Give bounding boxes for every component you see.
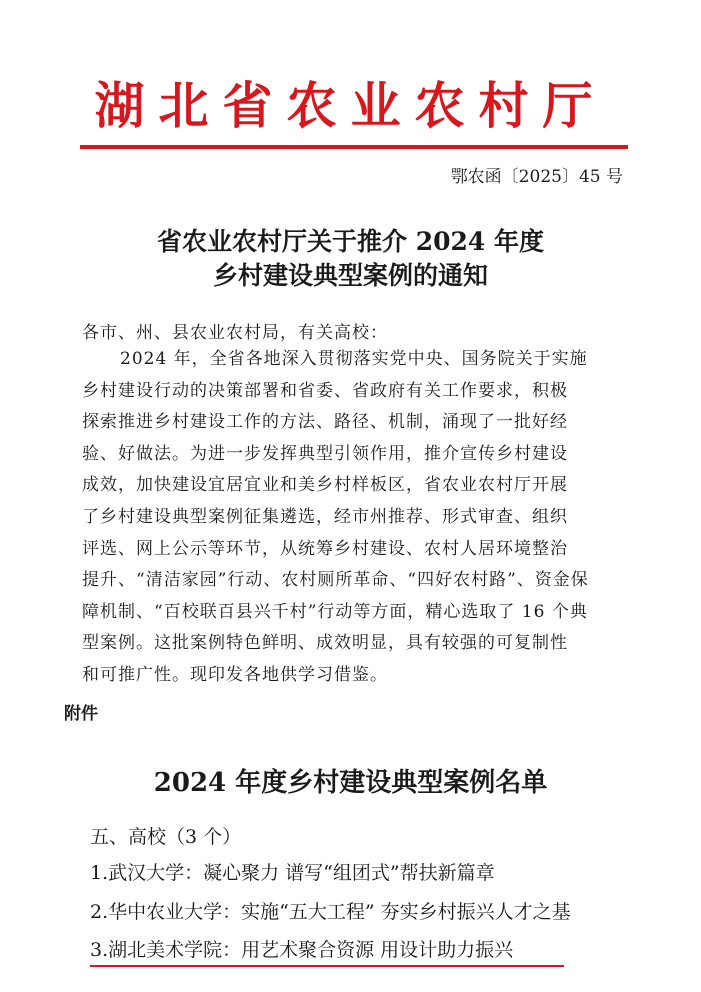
body-line: 了乡村建设典型案例征集遴选，经市州推荐、形式审查、组织 [82, 506, 568, 527]
notice-title [0, 225, 701, 293]
document-number: 鄂农函〔2025〕45 号 [450, 167, 623, 187]
header-red-rule [80, 145, 628, 149]
issuing-authority-header: 湖北省农业农村厅 [94, 77, 607, 135]
body-line: 成效，加快建设宜居宜业和美乡村样板区，省农业农村厅开展 [82, 475, 568, 496]
attachment-label: 附件 [64, 704, 98, 724]
case-list-title: 2024 年度乡村建设典型案例名单 [153, 768, 548, 798]
body-line: 验、好做法。为进一步发挥典型引领作用，推介宣传乡村建设 [82, 443, 568, 464]
notice-title-line-1: 省农业农村厅关于推介 2024 年度 [157, 227, 544, 256]
section-heading-universities: 五、高校（3 个） [90, 826, 242, 848]
body-line: 乡村建设行动的决策部署和省委、省政府有关工作要求，积极 [82, 380, 568, 401]
case-item-1: 1.武汉大学：凝心聚力 谱写“组团式”帮扶新篇章 [90, 862, 495, 884]
highlight-underline [90, 965, 564, 967]
body-line: 2024 年，全省各地深入贯彻落实党中央、国务院关于实施 [120, 349, 588, 369]
body-paragraph [82, 344, 638, 692]
case-item-3: 3.湖北美术学院：用艺术聚合资源 用设计助力振兴 [90, 939, 514, 961]
body-line: 提升、“清洁家园”行动、农村厕所革命、“四好农村路”、资金保 [82, 570, 589, 591]
body-line: 障机制、“百校联百县兴千村”行动等方面，精心选取了 16 个典 [82, 601, 588, 622]
case-item-2: 2.华中农业大学：实施“五大工程” 夯实乡村振兴人才之基 [90, 901, 571, 923]
body-line: 型案例。这批案例特色鲜明、成效明显，具有较强的可复制性 [82, 633, 568, 654]
body-line: 探索推进乡村建设工作的方法、路径、机制，涌现了一批好经 [82, 412, 568, 433]
body-line: 评选、网上公示等环节，从统筹乡村建设、农村人居环境整治 [82, 538, 568, 559]
body-line: 和可推广性。现印发各地供学习借鉴。 [82, 664, 388, 685]
notice-title-line-2: 乡村建设典型案例的通知 [212, 261, 488, 290]
salutation: 各市、州、县农业农村局，有关高校： [82, 323, 388, 343]
